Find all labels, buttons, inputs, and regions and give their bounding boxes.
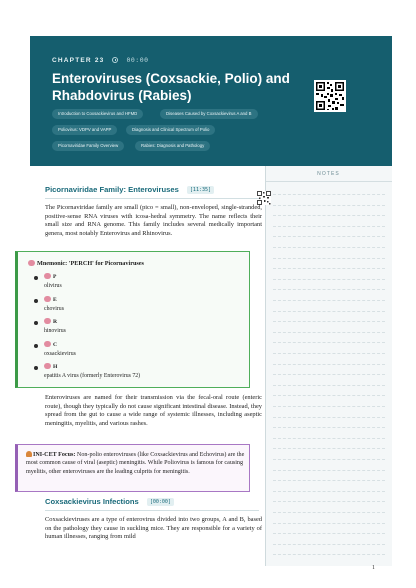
notes-rule-line xyxy=(273,353,385,354)
chapter-label: CHAPTER 23 xyxy=(52,56,105,64)
topic-pill[interactable]: Diagnosis and Clinical Spectrum of Polio xyxy=(126,125,215,135)
topic-pill[interactable]: Diseases Caused by Coxsackievirus A and B xyxy=(160,109,258,119)
section-divider xyxy=(45,510,259,511)
notes-rule-line xyxy=(273,300,385,301)
student-icon xyxy=(26,451,32,457)
mnemonic-word: hinovirus xyxy=(44,328,66,334)
topic-pill[interactable]: Rabies: Diagnosis and Pathology xyxy=(135,141,210,151)
notes-rule-line xyxy=(273,470,385,471)
mnemonic-letter: H xyxy=(44,363,57,370)
notes-heading: NOTES xyxy=(265,166,392,182)
notes-rule-line xyxy=(273,417,385,418)
notes-rule-line xyxy=(273,523,385,524)
bullet-icon xyxy=(34,344,38,348)
notes-rule-line xyxy=(273,491,385,492)
timestamp-badge[interactable]: [11:35] xyxy=(187,186,214,194)
notes-divider xyxy=(265,166,266,566)
bullet-icon xyxy=(34,321,38,325)
section-title-text: Picornaviridae Family: Enteroviruses xyxy=(45,185,179,194)
brain-icon xyxy=(44,273,51,279)
qr-code-icon[interactable] xyxy=(257,191,271,205)
bullet-icon xyxy=(34,276,38,280)
notes-rule-line xyxy=(273,342,385,343)
notes-rule-line xyxy=(273,279,385,280)
bullet-icon xyxy=(34,299,38,303)
mnemonic-letter: P xyxy=(44,273,56,280)
notes-rule-line xyxy=(273,448,385,449)
mnemonic-letter: C xyxy=(44,341,57,348)
notes-rule-line xyxy=(273,554,385,555)
notes-rule-line xyxy=(273,268,385,269)
notes-rule-line xyxy=(273,332,385,333)
mnemonic-box xyxy=(15,251,250,388)
notes-rule-line xyxy=(273,226,385,227)
notes-rule-line xyxy=(273,438,385,439)
page-number: 1 xyxy=(372,565,375,571)
notes-rule-line xyxy=(273,289,385,290)
chapter-line xyxy=(52,56,149,64)
notes-rule-line xyxy=(273,205,385,206)
mnemonic-title: Mnemonic: 'PERCH' for Picornaviruses xyxy=(28,260,144,267)
notes-rule-line xyxy=(273,236,385,237)
topic-pill[interactable]: Introduction to Coxsackievirus and HFMD xyxy=(52,109,143,119)
topic-pill[interactable]: Picornaviridae Family Overview xyxy=(52,141,124,151)
chapter-title: Enteroviruses (Coxsackie, Polio) and Rhabdovirus (Rabies) xyxy=(52,71,290,103)
notes-rule-line xyxy=(273,364,385,365)
enterovirus-paragraph: Enteroviruses are named for their transmission via the fecal-oral route (enteric route), though they typically do not cause significant intestinal disease. Instead, they spread from the gut to cause a wide range of systemic illnesses, including aseptic meningitis, myelitis, and various rashes. xyxy=(45,394,262,427)
notes-rule-line xyxy=(273,311,385,312)
intro-paragraph: The Picornaviridae family are small (pico = small), non-enveloped, single-stranded, positive-sense RNA viruses with icosa-hedral symmetry. The name reflects their small size and RNA genome. This family includes several medically important genera, most notably Enterovirus and Rhinovirus. xyxy=(45,204,262,237)
notes-rule-line xyxy=(273,215,385,216)
notes-rule-line xyxy=(273,395,385,396)
notes-panel[interactable] xyxy=(265,166,392,566)
notes-rule-line xyxy=(273,258,385,259)
notes-rule-line xyxy=(273,459,385,460)
mnemonic-word: oxsackievirus xyxy=(44,350,76,357)
brain-icon xyxy=(44,341,51,347)
notes-rule-line xyxy=(273,512,385,513)
mnemonic-word: epatitis A virus (formerly Enterovirus 72) xyxy=(44,373,141,379)
notes-rule-line xyxy=(273,427,385,428)
section-title-text: Coxsackievirus Infections xyxy=(45,497,139,506)
topic-pill[interactable]: Poliovirus: VDPV and VAPP xyxy=(52,125,117,135)
notes-rule-line xyxy=(273,533,385,534)
mnemonic-word: chovirus xyxy=(44,305,64,312)
focus-text xyxy=(26,451,248,476)
bullet-icon xyxy=(34,366,38,370)
notes-rule-line xyxy=(273,194,385,195)
section-title xyxy=(45,497,174,506)
notes-rule-line xyxy=(273,374,385,375)
timestamp-badge[interactable]: [00:00] xyxy=(147,498,174,506)
mnemonic-letter: R xyxy=(44,318,57,325)
mnemonic-word: olivirus xyxy=(44,283,62,289)
notes-rule-line xyxy=(273,501,385,502)
chapter-header xyxy=(30,36,392,166)
focus-label: INI-CET Focus: xyxy=(33,452,76,458)
focus-body: Non-polio enteroviruses (like Coxsackievirus and Echovirus) are the most common cause of viral (aseptic) meningitis. While Poliovirus is famous for causing myelitis, other enteroviruses are the leading culprits for meningitis. xyxy=(26,452,245,475)
brain-icon xyxy=(44,363,51,369)
brain-icon xyxy=(44,296,51,302)
qr-code-icon[interactable] xyxy=(314,80,346,112)
notes-rule-line xyxy=(273,544,385,545)
focus-callout xyxy=(15,444,250,492)
chapter-time: 00:00 xyxy=(126,56,149,64)
brain-icon xyxy=(44,318,51,324)
notes-rule-line xyxy=(273,406,385,407)
coxsackie-paragraph: Coxsackieviruses are a type of enterovirus divided into two groups, A and B, based on the pathology they cause in suckling mice. They are responsible for a variety of human illnesses, ranging from mild xyxy=(45,516,262,540)
section-title xyxy=(45,185,214,194)
notes-rule-line xyxy=(273,480,385,481)
section-divider xyxy=(45,198,259,199)
mnemonic-letter: E xyxy=(44,296,57,303)
notes-rule-line xyxy=(273,385,385,386)
brain-icon xyxy=(28,260,35,266)
clock-icon xyxy=(112,57,118,63)
notes-rule-line xyxy=(273,321,385,322)
notes-rule-line xyxy=(273,247,385,248)
